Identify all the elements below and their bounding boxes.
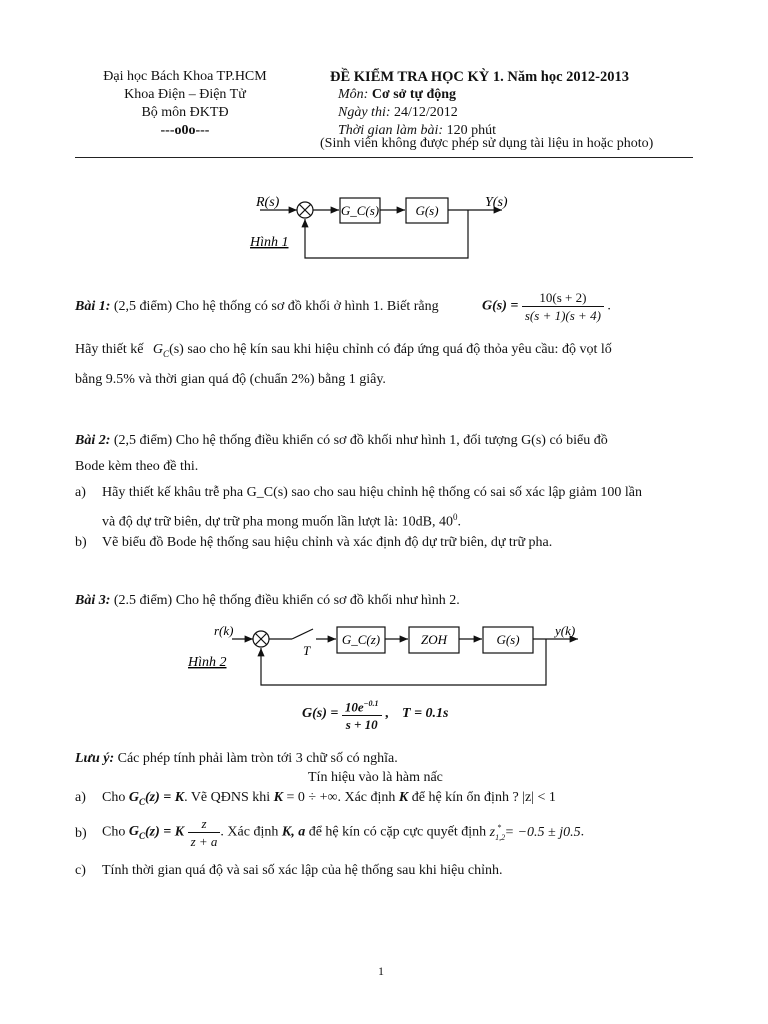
- page-number: 1: [378, 964, 384, 978]
- fig2-g-den: s + 10: [345, 717, 378, 733]
- duration-value: 120 phút: [446, 123, 496, 138]
- question-c-line: Tính thời gian quá độ và sai số xác lập của hệ thống sau khi hiệu chỉnh.: [102, 863, 503, 878]
- question-a-k: K: [273, 790, 283, 805]
- question-b-end: .: [580, 824, 585, 840]
- question-b-text2: . Xác định: [220, 824, 279, 840]
- note-line: [75, 750, 398, 768]
- question-b-pole: [490, 825, 581, 840]
- question-a-text1: Cho: [102, 790, 126, 805]
- figure2-transfer-function: [302, 695, 449, 733]
- question-b-den: z + a: [190, 834, 218, 849]
- signal-note: Tín hiệu vào là hàm nấc: [308, 770, 443, 785]
- date-line: [330, 104, 629, 122]
- fig2-g-num-base: 10e: [344, 699, 364, 715]
- problem1-transfer-function: [482, 289, 611, 324]
- fig2-g-lhs: G(s) =: [302, 706, 339, 722]
- fig2-output-label: y(k): [555, 623, 576, 638]
- question-b-ka: K, a: [281, 824, 306, 840]
- question-b-marker: b): [75, 826, 87, 841]
- fig2-t-eq: T = 0.1s: [402, 706, 449, 722]
- sampler-switch: [292, 629, 313, 639]
- problem1-gc: G: [152, 342, 164, 357]
- fig2-caption: Hình 2: [188, 655, 227, 670]
- problem1-g-lhs: G(s) =: [482, 298, 519, 314]
- question-b-fraction: [188, 815, 221, 850]
- question-b-zsub: 1,2: [495, 832, 506, 842]
- problem1-line2-pre: Hãy thiết kế: [75, 342, 144, 357]
- problem1-g-num: 10(s + 2): [522, 289, 604, 307]
- question-b-num: z: [188, 815, 221, 833]
- note-text: Các phép tính phải làm tròn tới 3 chữ số có nghĩa.: [117, 751, 398, 766]
- department-name: Bộ môn ĐKTĐ: [141, 105, 229, 120]
- fig1-plant-label: G(s): [415, 203, 439, 218]
- question-b-gc: $G_C$: [128, 824, 145, 841]
- header-left: [70, 68, 300, 140]
- problem1-label: Bài 1:: [75, 299, 111, 314]
- fig2-g-num: [342, 695, 382, 716]
- figure1-block-diagram: [240, 188, 520, 268]
- problem1-g-den: s(s + 1)(s + 4): [524, 308, 601, 323]
- note-label: Lưu ý:: [75, 751, 115, 766]
- problem1-line1: [75, 298, 439, 316]
- exam-title: ĐỀ KIỂM TRA HỌC KỲ 1. Năm học 2012-2013: [330, 69, 630, 85]
- subject-line: [330, 86, 629, 104]
- fig2-controller-label: G_C(z): [341, 632, 381, 647]
- question-b-zsup: *: [497, 823, 502, 833]
- fig1-controller-label: G_C(s): [340, 203, 380, 218]
- problem3-label: Bài 3:: [75, 593, 111, 608]
- problem2-a-line1: Hãy thiết kế khâu trễ pha G_C(s) sao cho sau hiệu chỉnh hệ thống có sai số xác lập giảm 100 lần: [102, 485, 643, 500]
- fig2-input-label: r(k): [214, 623, 234, 638]
- problem3-text: Cho hệ thống điều khiển có sơ đồ khối như hình 2.: [175, 593, 460, 608]
- fig2-g-num-exp: −0.1: [363, 699, 379, 708]
- problem2-line2: Bode kèm theo đề thi.: [75, 459, 199, 474]
- date-label: Ngày thi:: [338, 105, 391, 120]
- problem1-fraction: [522, 289, 604, 324]
- fig2-zoh-label: ZOH: [420, 632, 448, 647]
- question-b-z: z: [489, 824, 496, 840]
- fig2-switch-label: T: [303, 643, 311, 658]
- problem2-line1: [75, 432, 608, 450]
- question-a-text2: . Vẽ QĐNS khi: [184, 790, 271, 805]
- problem3-points: (2.5 điểm): [113, 593, 173, 608]
- problem2-points: (2,5 điểm): [113, 433, 173, 448]
- university-name: Đại học Bách Khoa TP.HCM: [103, 69, 267, 84]
- problem2-a-end: .: [457, 514, 461, 530]
- fig2-g-sep: ,: [385, 706, 389, 722]
- problem2-a-text: và độ dự trữ biên, dự trữ pha mong muốn lần lượt là: 10dB, 40: [102, 514, 453, 530]
- problem2-a-marker: a): [75, 485, 86, 500]
- problem2-a-line2: [102, 508, 461, 532]
- problem2-b-marker: b): [75, 535, 87, 550]
- fig1-input-label: R(s): [256, 195, 280, 210]
- question-a-formula-tail: (z) = K: [144, 790, 185, 805]
- date-value: 24/12/2012: [394, 105, 458, 120]
- question-b-text1: Cho: [102, 824, 126, 840]
- fig2-fraction: [342, 695, 382, 733]
- problem2-label: Bài 2:: [75, 433, 111, 448]
- question-b-zval: = −0.5 ± j0.5: [504, 824, 581, 840]
- question-a-range: = 0 ÷ +∞. Xác định: [286, 790, 396, 805]
- fig1-caption: Hình 1: [250, 235, 289, 250]
- fig1-output-label: Y(s): [485, 195, 508, 210]
- question-a-marker: a): [75, 790, 86, 805]
- problem1-line3: bằng 9.5% và thời gian quá độ (chuẩn 2%) bằng 1 giây.: [75, 372, 386, 387]
- problem1-points: (2,5 điểm): [113, 299, 173, 314]
- subject-value: Cơ sở tự động: [371, 87, 457, 102]
- question-a-gc: G: [128, 790, 139, 805]
- faculty-name: Khoa Điện – Điện Tử: [124, 87, 246, 102]
- fig2-plant-label: G(s): [496, 632, 520, 647]
- problem1-line2: Hãy thiết kế $G_C(s)$ sao cho hệ kín sau khi hiệu chỉnh có đáp ứng quá độ thỏa yêu cầu: độ vọt lố: [75, 342, 612, 359]
- header-right: [330, 68, 629, 140]
- question-a-k2: K: [398, 790, 409, 805]
- question-c-marker: c): [75, 863, 86, 878]
- question-b-line: [102, 815, 584, 850]
- figure2-block-diagram: [180, 618, 600, 692]
- problem2-text: Cho hệ thống điều khiển có sơ đồ khối như hình 1, đối tượng G(s) có biểu đồ: [175, 433, 608, 448]
- question-a-text3: để hệ kín ổn định ? |z| < 1: [411, 790, 556, 805]
- question-b-text3: để hệ kín có cặp cực quyết định: [308, 824, 487, 840]
- duration-label: Thời gian làm bài:: [338, 123, 444, 138]
- exam-note: (Sinh viên không được phép sử dụng tài liệu in hoặc photo): [320, 136, 654, 151]
- header-divider: [75, 157, 693, 158]
- problem3-line1: [75, 592, 460, 610]
- problem1-g-end: .: [607, 298, 611, 314]
- header-ornament: ---o0o---: [160, 123, 210, 138]
- question-a-line: Cho $G_C(z) = K$. Vẽ QĐNS khi K = 0 ÷ +∞. Xác định K để hệ kín ổn định ? |z| < 1: [102, 790, 556, 807]
- problem1-line2-post: (s) sao cho hệ kín sau khi hiệu chỉnh có đáp ứng quá độ thỏa yêu cầu: độ vọt lố: [169, 342, 612, 357]
- question-b-lhs: (z) = K: [144, 824, 185, 840]
- problem1-text: Cho hệ thống có sơ đồ khối ở hình 1. Biết rằng: [175, 299, 439, 314]
- problem2-b-line: Vẽ biểu đồ Bode hệ thống sau hiệu chỉnh và xác định độ dự trữ biên, dự trữ pha.: [102, 535, 553, 550]
- subject-label: Môn:: [338, 87, 369, 102]
- problem2-a-degree: 0: [452, 512, 458, 522]
